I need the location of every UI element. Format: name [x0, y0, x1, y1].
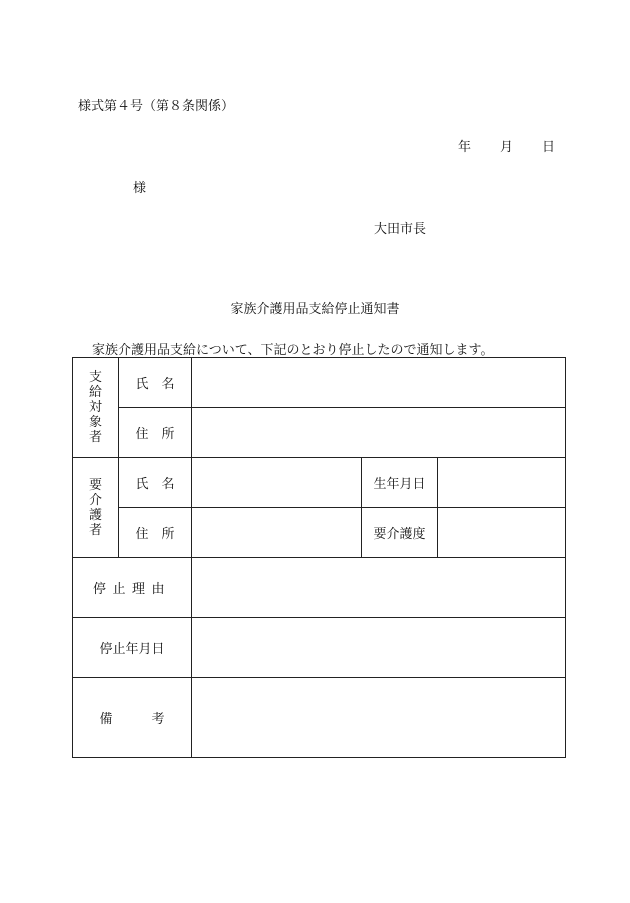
date-day-label: 日: [542, 140, 556, 155]
remarks-label: 備 考: [73, 678, 192, 758]
recipient-group-label: 支 給 対 象 者: [73, 358, 119, 458]
recipient-address-label: 住 所: [119, 408, 192, 458]
stop-date-row: [73, 618, 566, 678]
stop-date-label: 停止年月日: [73, 618, 192, 678]
caregiver-address-label: 住 所: [119, 508, 192, 558]
caregiver-address-row: [73, 508, 566, 558]
stop-reason-row: [73, 558, 566, 618]
remarks-field[interactable]: [192, 678, 566, 758]
care-level-field[interactable]: [438, 508, 566, 558]
date-month-label: 月: [500, 140, 514, 155]
caregiver-group-label: 要 介 護 者: [73, 458, 119, 558]
date-year-label: 年: [458, 140, 472, 155]
recipient-address-row: [73, 408, 566, 458]
caregiver-name-field[interactable]: [192, 458, 362, 508]
addressee-suffix: 様: [133, 181, 147, 196]
birthdate-field[interactable]: [438, 458, 566, 508]
care-level-label: 要介護度: [362, 508, 438, 558]
document-title: 家族介護用品支給停止通知書: [230, 302, 400, 317]
remarks-row: [73, 678, 566, 758]
notice-form-table: [72, 357, 566, 758]
recipient-name-field[interactable]: [192, 358, 566, 408]
issuer-name: 大田市長: [374, 222, 427, 237]
birthdate-label: 生年月日: [362, 458, 438, 508]
stop-reason-field[interactable]: [192, 558, 566, 618]
intro-text: 家族介護用品支給について、下記のとおり停止したので通知します。: [92, 343, 494, 358]
stop-reason-label: 停止理由: [73, 558, 192, 618]
caregiver-address-field[interactable]: [192, 508, 362, 558]
form-number: 様式第４号（第８条関係）: [78, 99, 235, 114]
recipient-name-row: [73, 358, 566, 408]
caregiver-name-label: 氏 名: [119, 458, 192, 508]
recipient-name-label: 氏 名: [119, 358, 192, 408]
recipient-address-field[interactable]: [192, 408, 566, 458]
stop-date-field[interactable]: [192, 618, 566, 678]
caregiver-name-row: [73, 458, 566, 508]
